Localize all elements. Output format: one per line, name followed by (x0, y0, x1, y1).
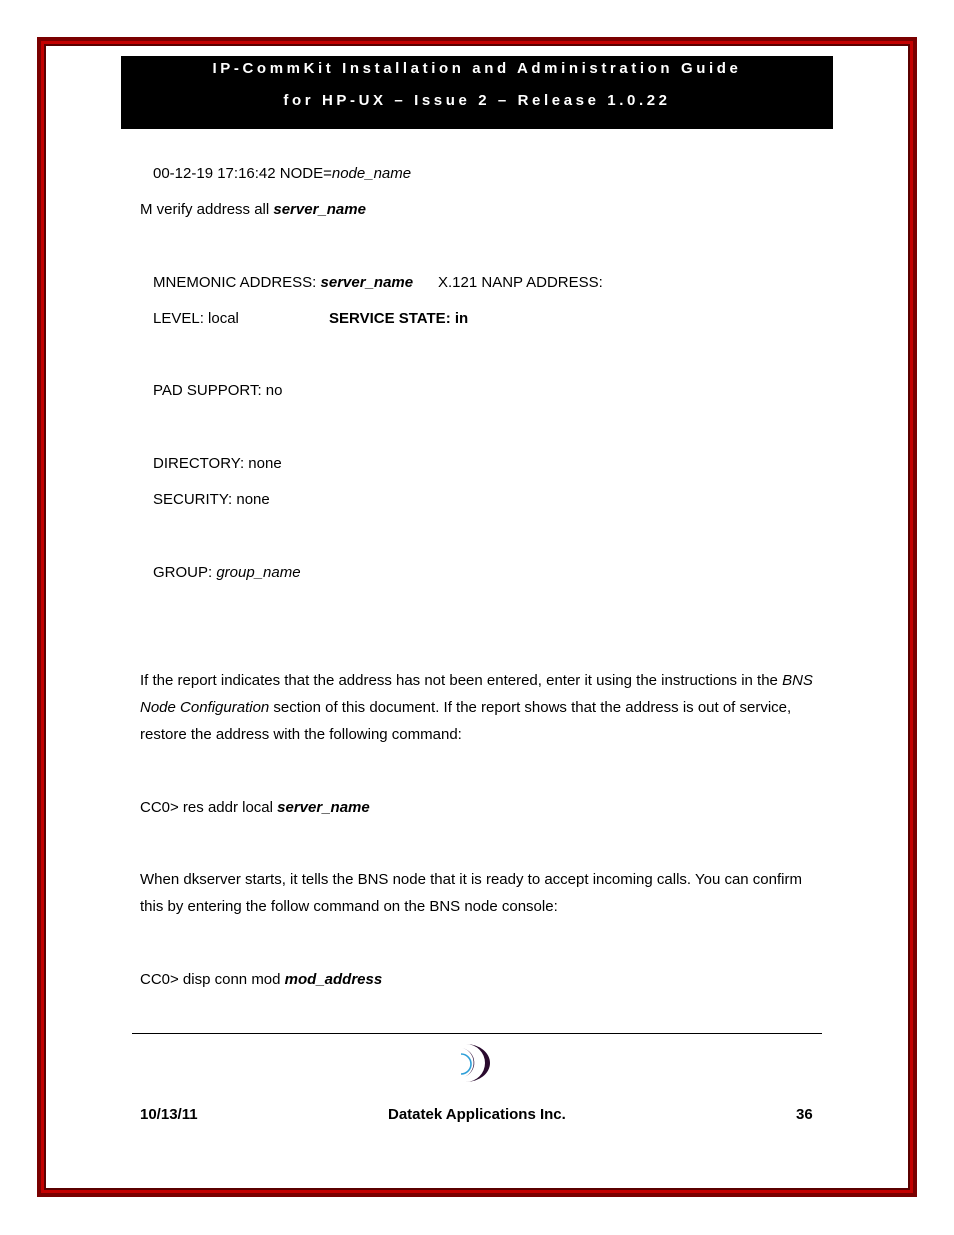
service-state: SERVICE STATE: in (329, 310, 469, 327)
report-timestamp (153, 165, 411, 182)
cmd2-text: CC0> disp conn mod (140, 971, 285, 988)
timestamp-text: 00-12-19 17:16:42 NODE= (153, 165, 332, 182)
directory: DIRECTORY: none (153, 455, 282, 472)
timestamp-node: node_name (331, 165, 412, 182)
footer-divider (132, 1033, 822, 1034)
para1-text-b: section of this document. If the report shows that the address is out of service, restore the address with the following command: (140, 699, 792, 743)
header-title: IP-CommKit Installation and Administration Guide (212, 60, 742, 77)
group-value: group_name (216, 564, 301, 581)
security: SECURITY: none (153, 491, 270, 508)
verify-arg: server_name (273, 201, 366, 218)
verify-command (140, 201, 366, 218)
cmd2-arg: mod_address (284, 971, 383, 988)
footer-company: Datatek Applications Inc. (388, 1106, 566, 1123)
para1-italic: BNS Node Configuration (140, 672, 813, 716)
page-header (121, 56, 833, 129)
x121-address: X.121 NANP ADDRESS: (438, 274, 603, 291)
level: LEVEL: local (153, 310, 239, 327)
group-label: GROUP: (153, 564, 217, 581)
restore-command (140, 799, 370, 816)
cmd1-arg: server_name (277, 799, 370, 816)
para1-text-a: If the report indicates that the address has not been entered, enter it using the instructions in the (140, 672, 783, 689)
display-command (140, 971, 382, 988)
footer-page-number: 36 (796, 1106, 813, 1123)
mnemonic-value: server_name (320, 274, 414, 291)
mnemonic-label: MNEMONIC ADDRESS: (153, 274, 321, 291)
header-subtitle: for HP-UX – Issue 2 – Release 1.0.22 (283, 92, 671, 109)
pad-support: PAD SUPPORT: no (153, 382, 283, 399)
mnemonic-address (153, 274, 413, 291)
verify-text: M verify address all (140, 201, 274, 218)
paragraph-restore (140, 667, 820, 748)
paragraph-dkserver: When dkserver starts, it tells the BNS node that it is ready to accept incoming calls. You can confirm this by entering the follow command on the BNS node console: (140, 871, 802, 915)
datatek-logo-icon (452, 1041, 492, 1085)
footer-date: 10/13/11 (140, 1106, 198, 1123)
group (153, 564, 301, 581)
cmd1-text: CC0> res addr local (140, 799, 278, 816)
